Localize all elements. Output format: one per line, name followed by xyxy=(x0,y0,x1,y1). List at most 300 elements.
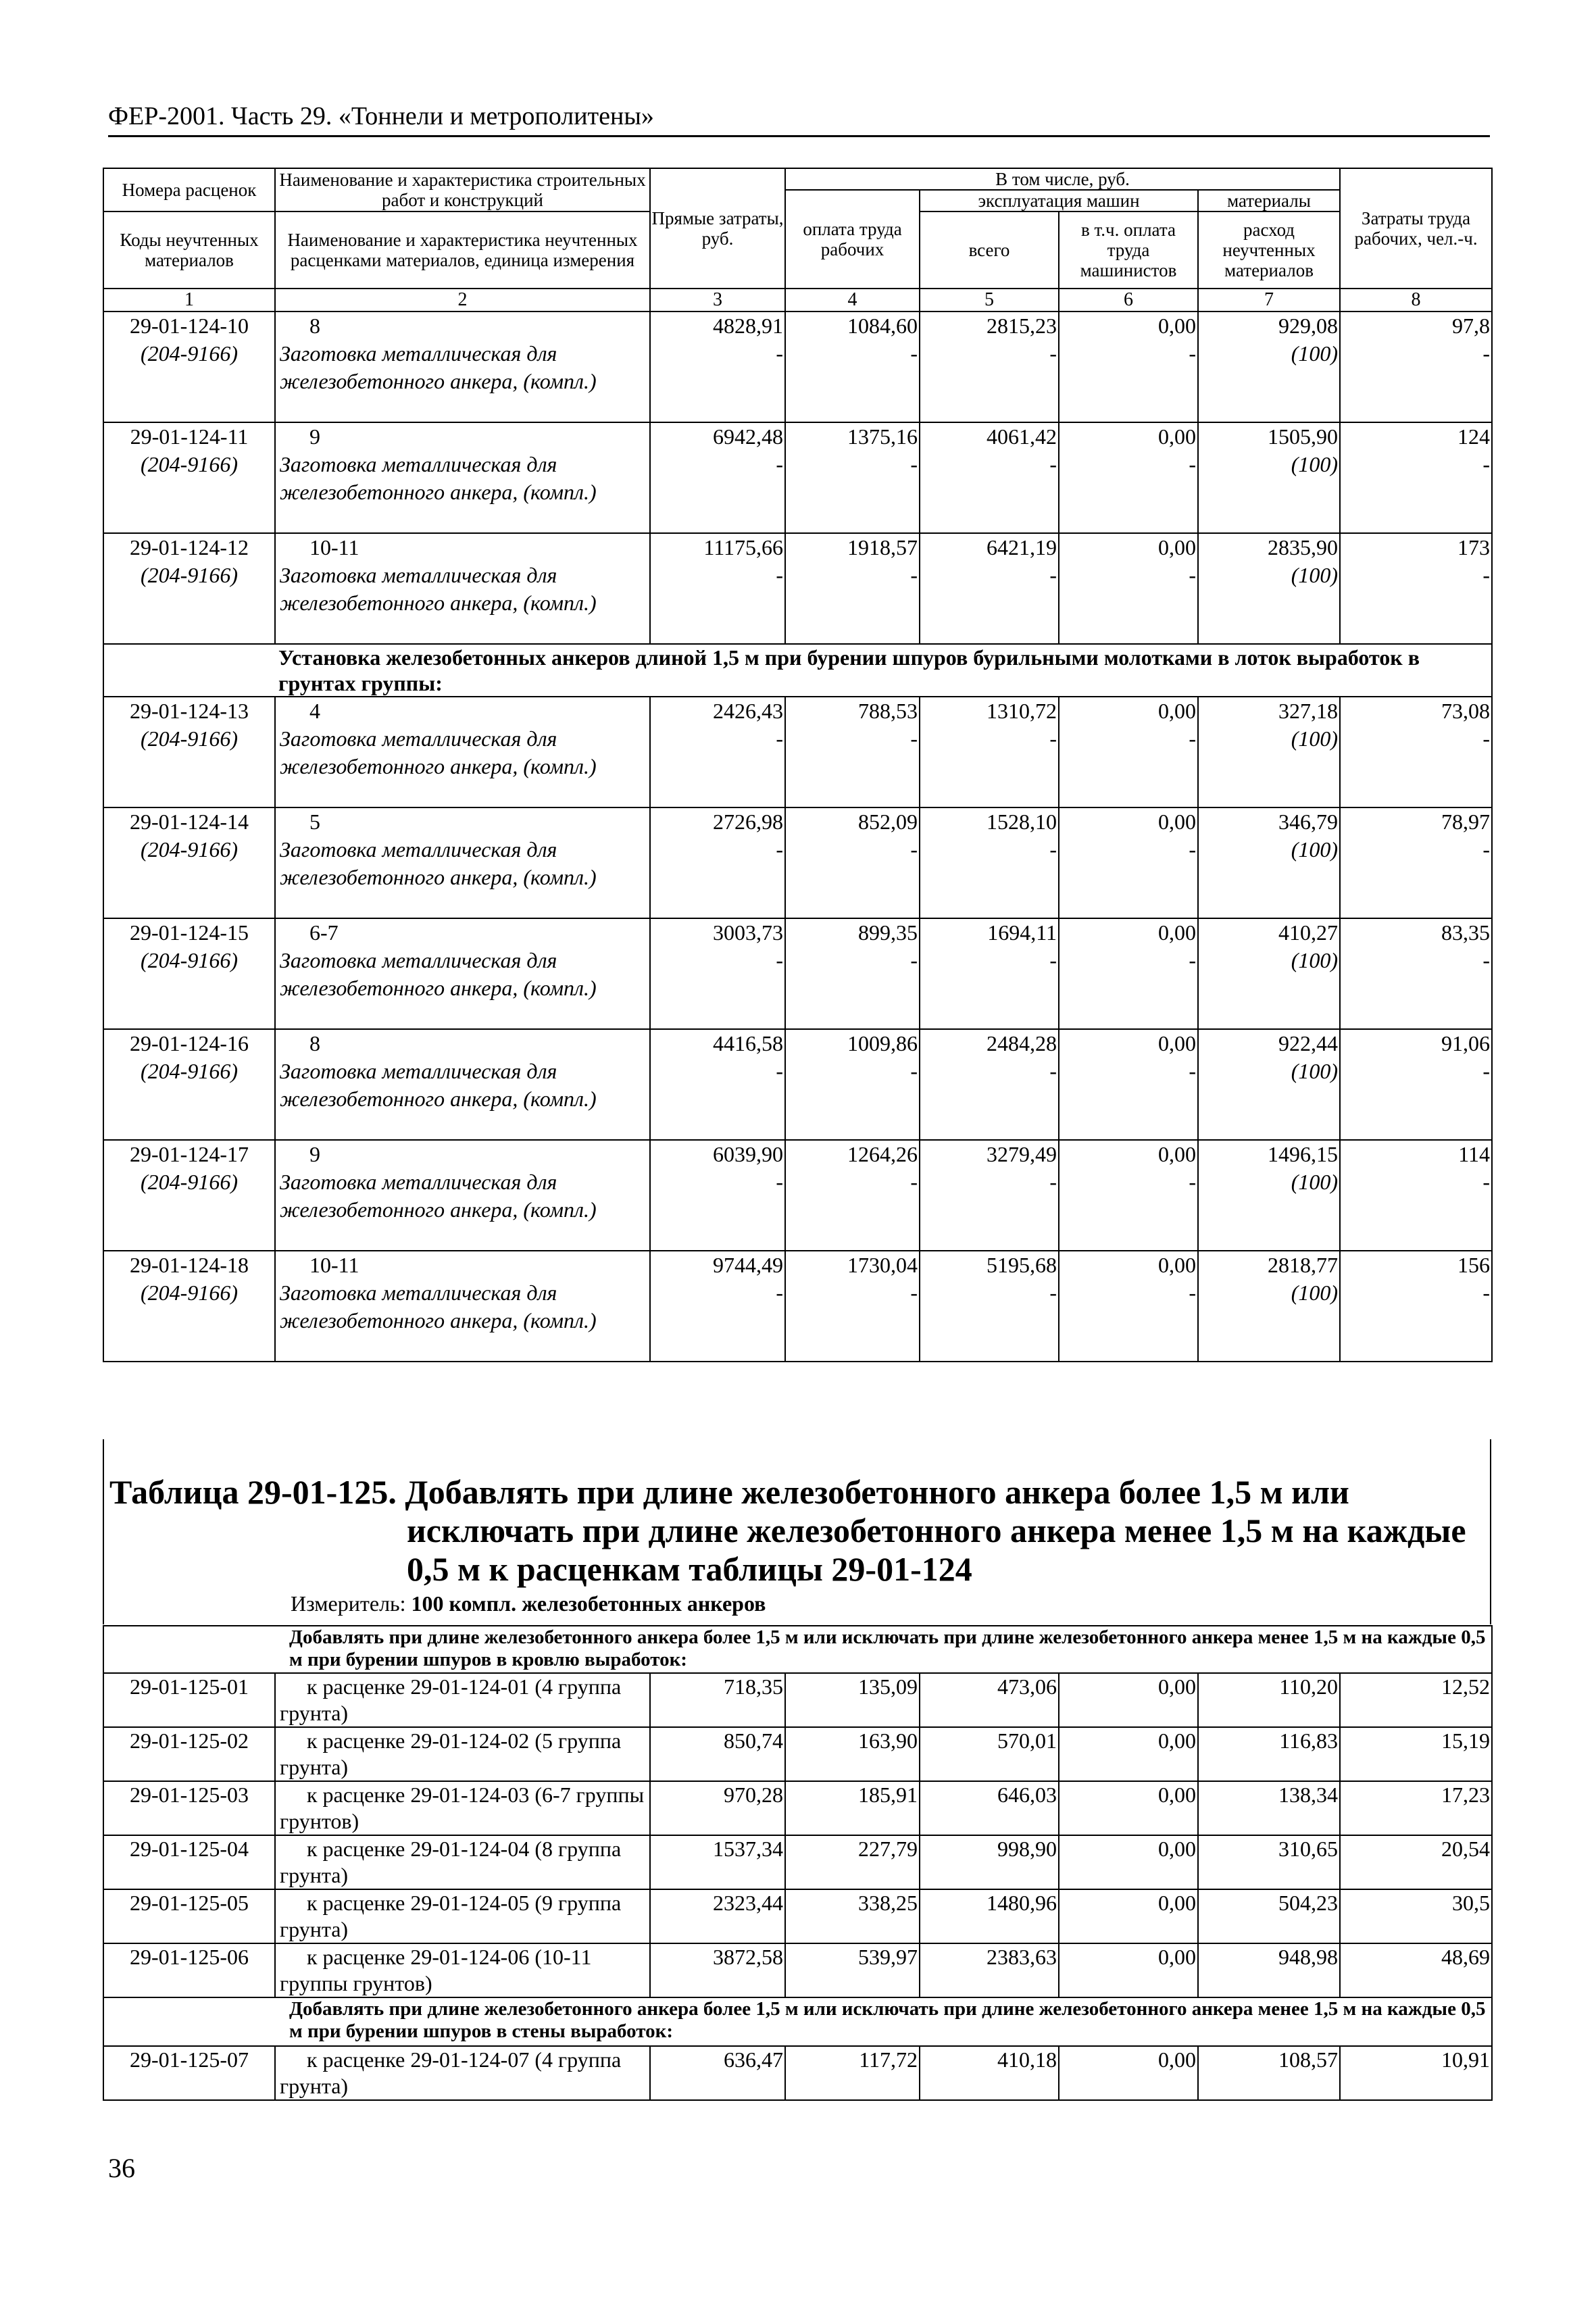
materials-cost: 922,44 xyxy=(1278,1031,1339,1055)
machines-total: 2383,63 xyxy=(920,1943,1059,1997)
work-name: к расценке 29-01-124-06 (10-11 группы грунтов) xyxy=(275,1943,650,1997)
direct-cost xyxy=(650,1029,785,1140)
table-row xyxy=(103,1251,1492,1362)
rate-code-cell xyxy=(103,1251,275,1362)
operator-pay-value: 0,00 xyxy=(1158,920,1196,945)
labor-hours: 20,54 xyxy=(1340,1835,1492,1889)
labor-pay xyxy=(785,1251,920,1362)
rate-code: 29-01-124-16 xyxy=(130,1031,249,1055)
labor-hours-value: 73,08 xyxy=(1441,699,1491,723)
rate-code: 29-01-125-02 xyxy=(103,1727,275,1781)
labor-pay: 539,97 xyxy=(785,1943,920,1997)
column-index: 4 xyxy=(785,289,920,312)
rate-code: 29-01-125-03 xyxy=(103,1781,275,1835)
machines-total-value: 1694,11 xyxy=(987,920,1057,945)
machines-total: 473,06 xyxy=(920,1673,1059,1727)
direct-cost xyxy=(650,312,785,422)
labor-hours-value: 83,35 xyxy=(1441,920,1491,945)
empty-marker: - xyxy=(776,1280,783,1305)
rate-code: 29-01-124-14 xyxy=(130,810,249,834)
labor-pay-value: 1730,04 xyxy=(847,1253,918,1277)
col-labor-hours-header: Затраты труда рабочих, чел.-ч. xyxy=(1340,168,1492,289)
work-name: к расценке 29-01-124-02 (5 группа грунта) xyxy=(275,1727,650,1781)
rate-code-cell xyxy=(103,422,275,533)
operator-pay: 0,00 xyxy=(1059,1727,1198,1781)
empty-marker: - xyxy=(776,948,783,972)
work-name-cell xyxy=(275,422,650,533)
table-caption-line: исключать при длине железобетонного анкера менее 1,5 м на каждые xyxy=(407,1512,1466,1549)
empty-marker: - xyxy=(1049,341,1057,366)
material-qty: (100) xyxy=(1291,563,1339,587)
rate-code: 29-01-124-11 xyxy=(130,424,249,449)
materials-cost: 2835,90 xyxy=(1268,535,1339,559)
operator-pay: 0,00 xyxy=(1059,1673,1198,1727)
col-work-name-header: Наименование и характеристика строительных работ и конструкций xyxy=(275,168,650,211)
labor-pay xyxy=(785,807,920,918)
materials-cell xyxy=(1198,697,1340,807)
machines-total: 1480,96 xyxy=(920,1889,1059,1943)
rate-code-cell xyxy=(103,1140,275,1251)
col-direct-cost-header: Прямые затраты, руб. xyxy=(650,168,785,289)
operator-pay: 0,00 xyxy=(1059,1835,1198,1889)
labor-hours: 10,91 xyxy=(1340,2046,1492,2100)
labor-pay xyxy=(785,422,920,533)
material-name: Заготовка металлическая для железобетонного анкера, (компл.) xyxy=(280,452,597,504)
column-index: 8 xyxy=(1340,289,1492,312)
direct-cost xyxy=(650,1140,785,1251)
empty-marker: - xyxy=(776,563,783,587)
direct-cost xyxy=(650,697,785,807)
table-row xyxy=(103,2046,1492,2100)
direct-cost: 1537,34 xyxy=(650,1835,785,1889)
rate-code: 29-01-124-10 xyxy=(130,314,249,338)
machines-total xyxy=(920,697,1059,807)
machines-total-value: 2815,23 xyxy=(987,314,1057,338)
operator-pay: 0,00 xyxy=(1059,1889,1198,1943)
materials-cost: 116,83 xyxy=(1198,1727,1340,1781)
column-index: 5 xyxy=(920,289,1059,312)
direct-cost xyxy=(650,533,785,644)
table-row xyxy=(103,1943,1492,1997)
machines-total xyxy=(920,807,1059,918)
machines-total-value: 1310,72 xyxy=(987,699,1057,723)
rate-code: 29-01-124-18 xyxy=(130,1253,249,1277)
labor-hours-value: 124 xyxy=(1457,424,1491,449)
section-title: Добавлять при длине железобетонного анкера более 1,5 м или исключать при длине железобетонного анкера менее 1,5 м на каждые 0,5 м при бурении шпуров в стены выработок: xyxy=(103,1997,1492,2046)
col-machines-total-header: всего xyxy=(920,211,1059,289)
empty-marker: - xyxy=(1482,341,1491,366)
rate-code: 29-01-125-07 xyxy=(103,2046,275,2100)
labor-hours xyxy=(1340,807,1492,918)
direct-cost-value: 6942,48 xyxy=(713,424,783,449)
operator-pay-value: 0,00 xyxy=(1158,1142,1196,1166)
rate-code: 29-01-124-12 xyxy=(130,535,249,559)
operator-pay xyxy=(1059,422,1198,533)
empty-marker: - xyxy=(1482,1170,1491,1194)
empty-marker: - xyxy=(1482,837,1491,862)
machines-total xyxy=(920,533,1059,644)
labor-hours xyxy=(1340,533,1492,644)
empty-marker: - xyxy=(1049,726,1057,751)
materials-cost: 110,20 xyxy=(1198,1673,1340,1727)
work-name-cell xyxy=(275,918,650,1029)
materials-cell xyxy=(1198,807,1340,918)
operator-pay-value: 0,00 xyxy=(1158,314,1196,338)
material-code: (204-9166) xyxy=(141,1170,238,1194)
empty-marker: - xyxy=(910,341,918,366)
work-name-cell xyxy=(275,533,650,644)
materials-cost: 138,34 xyxy=(1198,1781,1340,1835)
direct-cost: 970,28 xyxy=(650,1781,785,1835)
empty-marker: - xyxy=(1189,948,1196,972)
labor-pay xyxy=(785,1029,920,1140)
table-row xyxy=(103,1781,1492,1835)
measure-value: 100 компл. железобетонных анкеров xyxy=(411,1591,766,1616)
materials-cost: 948,98 xyxy=(1198,1943,1340,1997)
labor-pay-value: 1009,86 xyxy=(847,1031,918,1055)
materials-cell xyxy=(1198,1029,1340,1140)
operator-pay: 0,00 xyxy=(1059,2046,1198,2100)
direct-cost xyxy=(650,918,785,1029)
empty-marker: - xyxy=(1189,726,1196,751)
labor-pay: 185,91 xyxy=(785,1781,920,1835)
materials-cost: 108,57 xyxy=(1198,2046,1340,2100)
material-name: Заготовка металлическая для железобетонного анкера, (компл.) xyxy=(280,563,597,615)
column-index: 1 xyxy=(103,289,275,312)
empty-marker: - xyxy=(1049,837,1057,862)
material-code: (204-9166) xyxy=(141,452,238,476)
table-row xyxy=(103,1029,1492,1140)
work-name-cell xyxy=(275,312,650,422)
labor-pay: 163,90 xyxy=(785,1727,920,1781)
table-row xyxy=(103,533,1492,644)
empty-marker: - xyxy=(1049,948,1057,972)
direct-cost xyxy=(650,807,785,918)
labor-pay-value: 1918,57 xyxy=(847,535,918,559)
operator-pay-value: 0,00 xyxy=(1158,699,1196,723)
material-name: Заготовка металлическая для железобетонного анкера, (компл.) xyxy=(280,837,597,889)
labor-hours-value: 156 xyxy=(1457,1253,1491,1277)
work-name: 8 xyxy=(309,314,320,338)
operator-pay-value: 0,00 xyxy=(1158,1031,1196,1055)
rate-code: 29-01-125-01 xyxy=(103,1673,275,1727)
rate-code: 29-01-124-13 xyxy=(130,699,249,723)
material-name: Заготовка металлическая для железобетонного анкера, (компл.) xyxy=(280,948,597,1000)
direct-cost-value: 9744,49 xyxy=(713,1253,783,1277)
materials-cell xyxy=(1198,1140,1340,1251)
operator-pay xyxy=(1059,1251,1198,1362)
material-qty: (100) xyxy=(1291,726,1339,751)
empty-marker: - xyxy=(1049,1059,1057,1083)
labor-pay-value: 1264,26 xyxy=(847,1142,918,1166)
materials-cost: 1496,15 xyxy=(1268,1142,1339,1166)
operator-pay xyxy=(1059,1140,1198,1251)
operator-pay-value: 0,00 xyxy=(1158,810,1196,834)
col-material-name-header: Наименование и характеристика неучтенных расценками материалов, единица измерения xyxy=(275,211,650,289)
material-qty: (100) xyxy=(1291,452,1339,476)
col-material-usage-header: расход неучтенных материалов xyxy=(1198,211,1340,289)
material-name: Заготовка металлическая для железобетонного анкера, (компл.) xyxy=(280,1170,597,1222)
empty-marker: - xyxy=(1189,563,1196,587)
material-qty: (100) xyxy=(1291,837,1339,862)
col-labor-pay-header: оплата труда рабочих xyxy=(785,190,920,289)
rate-code-cell xyxy=(103,1029,275,1140)
direct-cost-value: 11175,66 xyxy=(703,535,783,559)
table-caption xyxy=(109,1473,1488,1589)
labor-hours xyxy=(1340,1140,1492,1251)
empty-marker: - xyxy=(1189,837,1196,862)
machines-total: 570,01 xyxy=(920,1727,1059,1781)
machines-total: 998,90 xyxy=(920,1835,1059,1889)
empty-marker: - xyxy=(1049,452,1057,476)
rate-code-cell xyxy=(103,533,275,644)
empty-marker: - xyxy=(910,726,918,751)
column-index: 6 xyxy=(1059,289,1198,312)
document-header: ФЕР-2001. Часть 29. «Тоннели и метрополитены» xyxy=(108,101,1490,137)
labor-pay xyxy=(785,918,920,1029)
material-name: Заготовка металлическая для железобетонного анкера, (компл.) xyxy=(280,341,597,393)
section-row xyxy=(103,1997,1492,2046)
table-row xyxy=(103,1673,1492,1727)
empty-marker: - xyxy=(910,948,918,972)
rate-code: 29-01-124-15 xyxy=(130,920,249,945)
material-code: (204-9166) xyxy=(141,948,238,972)
empty-marker: - xyxy=(910,563,918,587)
empty-marker: - xyxy=(776,726,783,751)
machines-total-value: 3279,49 xyxy=(987,1142,1057,1166)
labor-pay-value: 852,09 xyxy=(858,810,918,834)
operator-pay xyxy=(1059,533,1198,644)
operator-pay: 0,00 xyxy=(1059,1781,1198,1835)
work-name: к расценке 29-01-124-04 (8 группа грунта) xyxy=(275,1835,650,1889)
work-name: 9 xyxy=(309,424,320,449)
rate-code: 29-01-124-17 xyxy=(130,1142,249,1166)
machines-total xyxy=(920,1251,1059,1362)
direct-cost-value: 2726,98 xyxy=(713,810,783,834)
labor-pay xyxy=(785,1140,920,1251)
labor-hours-value: 114 xyxy=(1458,1142,1491,1166)
empty-marker: - xyxy=(910,1170,918,1194)
machines-total-value: 5195,68 xyxy=(987,1253,1057,1277)
labor-hours: 17,23 xyxy=(1340,1781,1492,1835)
labor-hours xyxy=(1340,1251,1492,1362)
labor-hours: 15,19 xyxy=(1340,1727,1492,1781)
direct-cost: 636,47 xyxy=(650,2046,785,2100)
table-row xyxy=(103,422,1492,533)
table-row xyxy=(103,918,1492,1029)
table-row xyxy=(103,312,1492,422)
empty-marker: - xyxy=(776,837,783,862)
empty-marker: - xyxy=(1482,452,1491,476)
table-row xyxy=(103,697,1492,807)
labor-hours-value: 78,97 xyxy=(1441,810,1491,834)
materials-cost: 310,65 xyxy=(1198,1835,1340,1889)
table-row xyxy=(103,1835,1492,1889)
work-name-cell xyxy=(275,1029,650,1140)
rate-code: 29-01-125-06 xyxy=(103,1943,275,1997)
rate-code-cell xyxy=(103,312,275,422)
section-title: Добавлять при длине железобетонного анкера более 1,5 м или исключать при длине железобетонного анкера менее 1,5 м на каждые 0,5 м при бурении шпуров в кровлю выработок: xyxy=(103,1626,1492,1673)
work-name: к расценке 29-01-124-05 (9 группа грунта) xyxy=(275,1889,650,1943)
material-code: (204-9166) xyxy=(141,726,238,751)
col-materials-header: материалы xyxy=(1198,190,1340,211)
rates-table-29-01-125 xyxy=(103,1625,1493,2101)
labor-pay xyxy=(785,697,920,807)
empty-marker: - xyxy=(1189,341,1196,366)
page-number: 36 xyxy=(108,2153,135,2183)
col-rate-number-header: Номера расценок xyxy=(103,168,275,211)
labor-pay-value: 1084,60 xyxy=(847,314,918,338)
direct-cost: 3872,58 xyxy=(650,1943,785,1997)
machines-total xyxy=(920,422,1059,533)
labor-hours xyxy=(1340,1029,1492,1140)
machines-total xyxy=(920,312,1059,422)
machines-total-value: 6421,19 xyxy=(987,535,1057,559)
empty-marker: - xyxy=(776,341,783,366)
labor-pay: 117,72 xyxy=(785,2046,920,2100)
operator-pay-value: 0,00 xyxy=(1158,424,1196,449)
operator-pay xyxy=(1059,1029,1198,1140)
operator-pay xyxy=(1059,807,1198,918)
direct-cost-value: 6039,90 xyxy=(713,1142,783,1166)
empty-marker: - xyxy=(910,837,918,862)
materials-cost: 1505,90 xyxy=(1268,424,1339,449)
rate-code-cell xyxy=(103,697,275,807)
rate-code-cell xyxy=(103,918,275,1029)
col-machines-header: эксплуатация машин xyxy=(920,190,1198,211)
material-code: (204-9166) xyxy=(141,1059,238,1083)
table-row xyxy=(103,807,1492,918)
labor-pay: 135,09 xyxy=(785,1673,920,1727)
work-name: 6-7 xyxy=(309,920,339,945)
machines-total xyxy=(920,1140,1059,1251)
labor-hours xyxy=(1340,422,1492,533)
material-qty: (100) xyxy=(1291,948,1339,972)
rate-code: 29-01-125-05 xyxy=(103,1889,275,1943)
machines-total: 410,18 xyxy=(920,2046,1059,2100)
direct-cost-value: 4828,91 xyxy=(713,314,783,338)
rate-code: 29-01-125-04 xyxy=(103,1835,275,1889)
empty-marker: - xyxy=(1482,948,1491,972)
empty-marker: - xyxy=(1482,726,1491,751)
materials-cost: 410,27 xyxy=(1278,920,1339,945)
labor-pay-value: 899,35 xyxy=(858,920,918,945)
labor-hours xyxy=(1340,918,1492,1029)
table-caption-line: Таблица 29-01-125. Добавлять при длине железобетонного анкера более 1,5 м или xyxy=(109,1473,1349,1511)
direct-cost-value: 3003,73 xyxy=(713,920,783,945)
machines-total-value: 1528,10 xyxy=(987,810,1057,834)
material-qty: (100) xyxy=(1291,341,1339,366)
labor-pay: 227,79 xyxy=(785,1835,920,1889)
table-row xyxy=(103,1889,1492,1943)
empty-marker: - xyxy=(910,1280,918,1305)
operator-pay-value: 0,00 xyxy=(1158,1253,1196,1277)
measure-unit xyxy=(291,1591,766,1616)
column-index: 7 xyxy=(1198,289,1340,312)
labor-pay: 338,25 xyxy=(785,1889,920,1943)
material-code: (204-9166) xyxy=(141,341,238,366)
direct-cost-value: 2426,43 xyxy=(713,699,783,723)
empty-marker: - xyxy=(910,452,918,476)
materials-cell xyxy=(1198,312,1340,422)
work-name: к расценке 29-01-124-01 (4 группа грунта) xyxy=(275,1673,650,1727)
machines-total-value: 2484,28 xyxy=(987,1031,1057,1055)
machines-total xyxy=(920,918,1059,1029)
labor-hours-value: 91,06 xyxy=(1441,1031,1491,1055)
direct-cost: 850,74 xyxy=(650,1727,785,1781)
material-qty: (100) xyxy=(1291,1059,1339,1083)
work-name-cell xyxy=(275,807,650,918)
empty-marker: - xyxy=(1482,1280,1491,1305)
operator-pay xyxy=(1059,312,1198,422)
empty-marker: - xyxy=(1049,1280,1057,1305)
work-name: к расценке 29-01-124-03 (6-7 группы грунтов) xyxy=(275,1781,650,1835)
rate-code-cell xyxy=(103,807,275,918)
operator-pay xyxy=(1059,918,1198,1029)
machines-total xyxy=(920,1029,1059,1140)
operator-pay xyxy=(1059,697,1198,807)
operator-pay: 0,00 xyxy=(1059,1943,1198,1997)
material-name: Заготовка металлическая для железобетонного анкера, (компл.) xyxy=(280,1059,597,1111)
machines-total: 646,03 xyxy=(920,1781,1059,1835)
work-name: 10-11 xyxy=(309,535,359,559)
material-name: Заготовка металлическая для железобетонного анкера, (компл.) xyxy=(280,726,597,778)
work-name: к расценке 29-01-124-07 (4 группа грунта) xyxy=(275,2046,650,2100)
machines-total-value: 4061,42 xyxy=(987,424,1057,449)
labor-hours: 12,52 xyxy=(1340,1673,1492,1727)
empty-marker: - xyxy=(776,1170,783,1194)
empty-marker: - xyxy=(1189,1280,1196,1305)
materials-cost: 504,23 xyxy=(1198,1889,1340,1943)
empty-marker: - xyxy=(1189,1170,1196,1194)
labor-hours xyxy=(1340,697,1492,807)
col-including-header: В том числе, руб. xyxy=(785,168,1340,190)
materials-cell xyxy=(1198,422,1340,533)
materials-cost: 2818,77 xyxy=(1268,1253,1339,1277)
section-title: Установка железобетонных анкеров длиной 1,5 м при бурении шпуров бурильными молотками в лоток выработок в грунтах группы: xyxy=(103,644,1492,697)
col-material-code-header: Коды неучтенных материалов xyxy=(103,211,275,289)
operator-pay-value: 0,00 xyxy=(1158,535,1196,559)
measure-label: Измеритель: xyxy=(291,1591,406,1616)
work-name: 8 xyxy=(309,1031,320,1055)
empty-marker: - xyxy=(776,452,783,476)
work-name: 9 xyxy=(309,1142,320,1166)
table-row xyxy=(103,1140,1492,1251)
work-name-cell xyxy=(275,1251,650,1362)
table-row xyxy=(103,1727,1492,1781)
empty-marker: - xyxy=(776,1059,783,1083)
material-name: Заготовка металлическая для железобетонного анкера, (компл.) xyxy=(280,1280,597,1333)
work-name-cell xyxy=(275,697,650,807)
material-qty: (100) xyxy=(1291,1280,1339,1305)
work-name: 5 xyxy=(309,810,320,834)
materials-cell xyxy=(1198,1251,1340,1362)
labor-hours xyxy=(1340,312,1492,422)
col-operator-pay-header: в т.ч. оплата труда машинистов xyxy=(1059,211,1198,289)
column-index: 2 xyxy=(275,289,650,312)
materials-cost: 346,79 xyxy=(1278,810,1339,834)
table-caption-line: 0,5 м к расценкам таблицы 29-01-124 xyxy=(407,1550,972,1588)
materials-cell xyxy=(1198,918,1340,1029)
material-code: (204-9166) xyxy=(141,837,238,862)
empty-marker: - xyxy=(910,1059,918,1083)
labor-pay xyxy=(785,312,920,422)
work-name: 4 xyxy=(309,699,320,723)
direct-cost xyxy=(650,1251,785,1362)
material-qty: (100) xyxy=(1291,1170,1339,1194)
section-row xyxy=(103,644,1492,697)
materials-cost: 929,08 xyxy=(1278,314,1339,338)
